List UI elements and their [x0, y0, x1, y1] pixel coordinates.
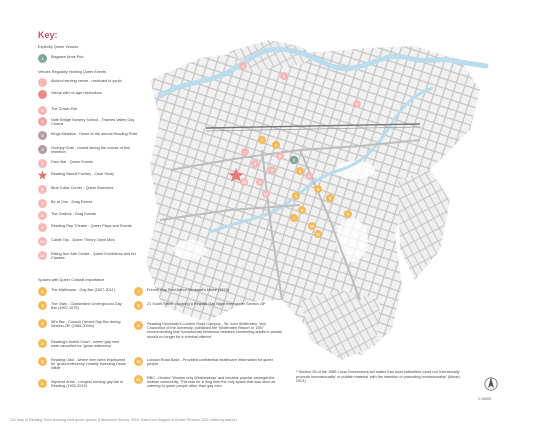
cultural-space-label: Reading Gaol - where men were imprisoned for 'gross indecency' notably including Oscar Wilde: [51, 357, 126, 371]
cultural-space-item: [38, 301, 126, 310]
cultural-space-marker-number: 4: [316, 186, 320, 192]
cultural-space-item: [134, 375, 284, 389]
cultural-space-marker-4[interactable]: [314, 185, 322, 193]
regular-venue-marker-icon: ★: [37, 170, 48, 182]
regular-venue-label: Grumpy Goat - closed during the course of this research: [51, 145, 130, 154]
cultural-space-marker-number: 1: [260, 137, 264, 143]
park-area-south: [336, 218, 368, 262]
regular-venue-marker-icon: 2: [38, 117, 47, 126]
regular-venue-marker-number: 8: [278, 153, 282, 159]
regular-venue-item: [38, 199, 138, 208]
cultural-space-item: [38, 287, 126, 296]
cultural-space-marker-8[interactable]: [326, 194, 334, 202]
cultural-space-marker-icon: 3: [38, 319, 47, 328]
cultural-space-marker-icon: 11: [134, 375, 143, 384]
page-footer-caption: 131 Map of Reading Town showing local queer spaces (Orthonome Survey, 2019; Data from Support of Broker Pictures 2021 edited by author): [10, 418, 237, 422]
cultural-space-marker-icon: 2: [38, 301, 47, 310]
restriction-label: Alcohol serving venue - restricted to youth: [51, 78, 122, 83]
explicit-marker-label: 1: [292, 157, 296, 163]
cultural-space-marker-9[interactable]: [344, 210, 352, 218]
cultural-space-label: 38's Bar - Council Owned Gay Bar during Section 28* (1989-2000s): [51, 319, 121, 328]
cultural-space-marker-5[interactable]: [292, 192, 300, 200]
explicit-venue-marker-icon: 1: [38, 54, 47, 63]
key-title: Key:: [38, 30, 58, 40]
regular-venue-label: Note Bridge Nursery School - Thames Valley Gay Chorus: [51, 117, 135, 126]
cultural-space-marker-number: 3: [298, 168, 302, 174]
regular-venue-item: [38, 171, 138, 180]
park-area-west: [174, 240, 206, 260]
cultural-space-label: French Gay Poet Arthur Rimbaud's Home (1874): [147, 287, 229, 292]
cultural-space-item: [38, 357, 126, 371]
cultural-space-marker-icon: 10: [134, 357, 143, 366]
regular-venue-marker-icon: 4: [38, 145, 47, 154]
regular-venue-marker-6[interactable]: [256, 178, 264, 186]
cultural-space-marker-number: 9: [346, 211, 350, 217]
north-arrow-icon: [484, 375, 498, 398]
regular-venue-marker-5[interactable]: [251, 160, 259, 168]
regular-venue-item: [38, 211, 138, 220]
cultural-space-marker-number: 5: [294, 193, 298, 199]
cultural-space-marker-1[interactable]: [258, 136, 266, 144]
regular-venue-item: [38, 185, 138, 194]
cultural-space-item: [134, 357, 284, 366]
cultural-space-item: [134, 287, 284, 296]
explicit-venue-label: Blagrave Arms Pub: [51, 54, 84, 59]
regular-venue-marker-icon: 1: [38, 106, 47, 115]
regular-venue-marker-icon: 10: [38, 237, 47, 246]
regular-venue-label: Kings Meadow - Home to the annual Reading Pride: [51, 131, 138, 136]
regular-venue-marker-icon: 7: [38, 199, 47, 208]
cultural-space-marker-icon: 7: [134, 287, 143, 296]
restriction-marker-icon: [38, 78, 47, 87]
section-explicit-heading: Explicitly Queer Venues: [38, 45, 79, 49]
regular-venue-marker-2[interactable]: [239, 62, 247, 70]
regular-venue-marker-9[interactable]: [268, 166, 276, 174]
regular-venue-marker-icon: 11: [38, 251, 47, 260]
regular-venue-marker-10[interactable]: [262, 190, 270, 198]
cultural-space-marker-7[interactable]: [290, 214, 298, 222]
regular-venue-marker-number: 10: [263, 191, 269, 197]
regular-venue-marker-number: 6: [258, 179, 262, 185]
regular-venue-item: [38, 131, 138, 140]
cultural-space-marker-11[interactable]: [314, 230, 322, 238]
cultural-space-marker-number: 10: [309, 223, 315, 229]
cultural-space-item: [134, 321, 284, 339]
cultural-space-marker-number: 2: [274, 142, 278, 148]
regular-venue-marker-3[interactable]: [353, 100, 361, 108]
cultural-space-label: The Malthouse - Gay Bar (2007-2011): [51, 287, 115, 292]
restriction-item: [38, 78, 138, 87]
regular-venue-marker-4[interactable]: [305, 172, 313, 180]
cultural-space-item: [38, 379, 126, 388]
cultural-space-label: Reading's Arabic Court - where gay men were cancelled for 'gross indecency': [51, 339, 120, 348]
cultural-space-item: [38, 339, 126, 348]
cultural-space-marker-number: 7: [292, 215, 296, 221]
cultural-space-marker-icon: 8: [134, 301, 143, 310]
cultural-space-marker-icon: 1: [38, 287, 47, 296]
cultural-space-item: [134, 301, 284, 310]
cultural-space-marker-icon: 9: [134, 321, 143, 330]
cultural-space-marker-number: 8: [328, 195, 332, 201]
regular-venue-marker-icon: 9: [38, 223, 47, 232]
regular-venue-item: [38, 237, 138, 246]
regular-venue-label: Face Bar - Queer Events: [51, 159, 93, 164]
cultural-space-label: 21 South Street - Hosting a Regular Gay Night even under Section 28*: [147, 301, 266, 306]
regular-venue-marker-icon: 5: [38, 159, 47, 168]
regular-venue-item: [38, 145, 138, 154]
regular-venue-item: [38, 117, 138, 126]
restriction-marker-icon: [38, 90, 47, 99]
cultural-space-item: [38, 319, 126, 328]
cultural-space-marker-number: 6: [300, 207, 304, 213]
section-cultural-heading: Spaces with Queer Cultural Importance: [38, 278, 105, 282]
cultural-space-label: RBC - Hosted 'Women only Wednesdays' and became popular amongst the lesbian community. This was for a long time the only space that was seen as catering to queer people other than gay men: [147, 375, 276, 389]
regular-venue-marker-number: 11: [241, 179, 247, 185]
regular-venue-marker-7[interactable]: [241, 148, 249, 156]
regular-venue-label: The Outlook - Drag Events: [51, 211, 96, 216]
regular-venue-marker-1[interactable]: [280, 72, 288, 80]
regular-venue-marker-number: 7: [243, 149, 247, 155]
regular-venue-marker-number: 4: [307, 173, 311, 179]
cultural-space-marker-icon: 4: [38, 339, 47, 348]
regular-venue-marker-icon: 8: [38, 211, 47, 220]
scale-label: 1:10000: [478, 397, 491, 401]
explicit-venue-item: [38, 54, 138, 63]
cultural-space-marker-6[interactable]: [298, 206, 306, 214]
urban-area-east: [398, 170, 450, 280]
cultural-space-marker-10[interactable]: [308, 222, 316, 230]
cultural-space-marker-icon: 5: [38, 357, 47, 366]
regular-venue-label: Rising Sun Arts Centre - Queer Exhibitions and Art Classes: [51, 251, 136, 260]
regular-venue-marker-11[interactable]: [240, 178, 248, 186]
regular-venue-label: Blue Collar Corner - Queer Brunches: [51, 185, 114, 190]
regular-venue-item: [38, 106, 138, 115]
cultural-space-label: Wynford Arms - Longest running gay bar in Reading (1992-2015): [51, 379, 124, 388]
regular-venue-item: [38, 223, 138, 232]
regular-venue-item: [38, 251, 138, 260]
cultural-space-label: The Owls - Clandestine Underground Gay Bar (1967-1975): [51, 301, 122, 310]
restriction-label: Venue with no age restrictions: [51, 90, 102, 95]
regular-venue-marker-number: 2: [241, 63, 245, 69]
regular-venue-marker-number: 3: [355, 101, 359, 107]
regular-venue-label: The Crown Pub: [51, 106, 78, 111]
cultural-space-marker-number: 11: [315, 231, 321, 237]
regular-venue-label: Reading Biscuit Factory - Case Study: [51, 171, 115, 176]
restriction-item: [38, 90, 138, 99]
section28-footnote: * Section 28 of the 1988 Local Government Act stated that local authorities could not 'intentionally' promote homosexuality' or publish material 'with the intention of promoting homosexuality' (Moran, 2001): [296, 370, 461, 384]
regular-venue-marker-icon: 6: [38, 185, 47, 194]
cultural-space-marker-icon: 6: [38, 379, 47, 388]
regular-venue-marker-number: 5: [253, 161, 257, 167]
cultural-space-marker-2[interactable]: [272, 141, 280, 149]
regular-venue-label: Be at One - Drag Events: [51, 199, 93, 204]
regular-venue-item: [38, 159, 138, 168]
regular-venue-label: Reading Rep Theatre - Queer Plays and Events: [51, 223, 132, 228]
regular-venue-label: Castle Tap - Queer Theory Open Mics: [51, 237, 115, 242]
regular-venue-marker-number: 9: [270, 167, 274, 173]
cultural-space-label: Reading University's London Road Campus - Sir John Wolfenden, Vice Chancellor of the university, published the 'Wolfenden Report' in 1957 recommending that 'homosexual behaviour between consenting adults in private should no longer be a criminal offence': [147, 321, 282, 339]
regular-venue-marker-number: 1: [282, 73, 286, 79]
section-regular-heading: Venues Regularly Hosting Queer Events: [38, 70, 106, 74]
regular-venue-marker-icon: 3: [38, 131, 47, 140]
regular-venue-marker-8[interactable]: [276, 152, 284, 160]
cultural-space-label: London Road Base - Provided confidential healthcare information for queer people: [147, 357, 274, 366]
explicit-venue-marker[interactable]: [290, 156, 298, 164]
cultural-space-marker-3[interactable]: [296, 167, 304, 175]
